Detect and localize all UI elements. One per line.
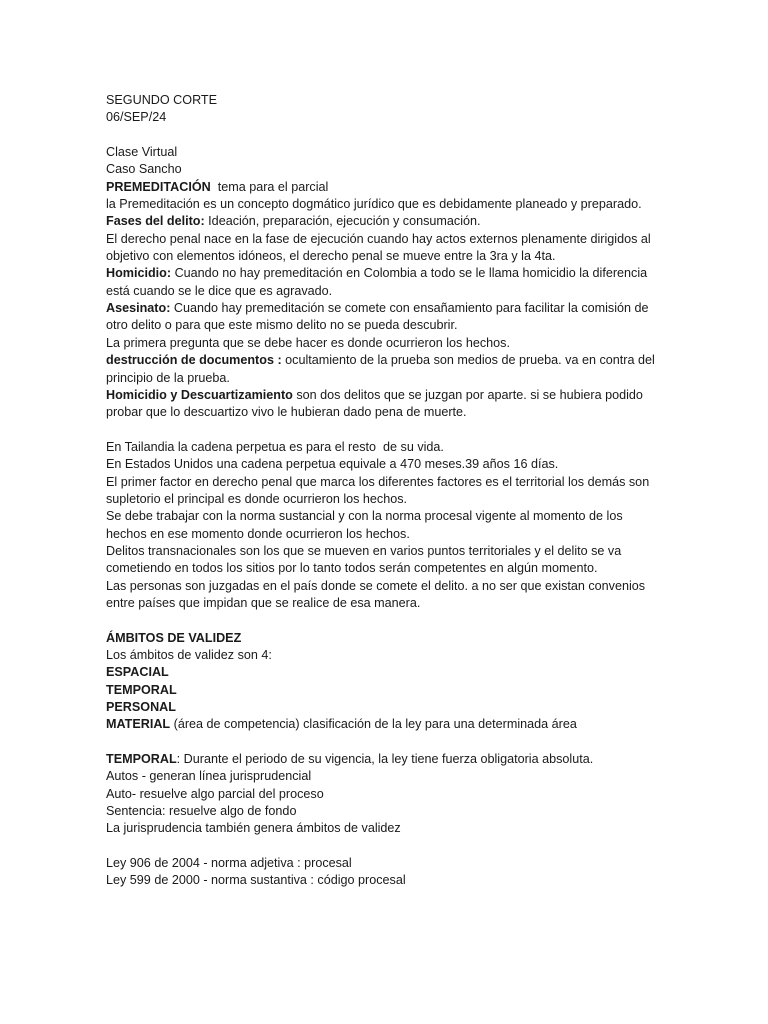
paragraph-line: Auto- resuelve algo parcial del proceso — [106, 786, 324, 801]
paragraph-line: Se debe trabajar con la norma sustancial y con la norma procesal vigente al momento de los — [106, 509, 623, 524]
asesinato-line — [106, 300, 666, 317]
spacer — [106, 127, 666, 144]
paragraph-line: está cuando se le dice que es agravado. — [106, 283, 333, 298]
paragraph-line: supletorio el principal es donde ocurrieron los hechos. — [106, 491, 408, 506]
ambito-espacial: ESPACIAL — [106, 665, 169, 680]
document-title: SEGUNDO CORTE — [106, 93, 218, 107]
paragraph-line: Ley 599 de 2000 - norma sustantiva : código procesal — [106, 873, 406, 888]
ambitos-intro: Los ámbitos de validez son 4: — [106, 648, 272, 662]
ambitos-heading-text: ÁMBITOS DE VALIDEZ — [106, 630, 242, 645]
asesinato-label: Asesinato: — [106, 301, 171, 316]
destruccion-text: ocultamiento de la prueba son medios de prueba. va en contra del — [281, 353, 655, 368]
paragraph-line: Autos - generan línea jurisprudencial — [106, 769, 312, 784]
paragraph-line: Sentencia: resuelve algo de fondo — [106, 804, 297, 819]
paragraph-line: Las personas son juzgadas en el país donde se comete el delito. a no ser que existan convenios — [106, 578, 646, 593]
premeditacion-label: PREMEDITACIÓN — [106, 179, 211, 194]
paragraph-line: objetivo con elementos idóneos, el derecho penal se mueve entre la 3ra y la 4ta. — [106, 249, 556, 264]
homicidio-line — [106, 265, 666, 282]
temporal-label: TEMPORAL — [106, 752, 177, 767]
paragraph-line: principio de la prueba. — [106, 370, 230, 385]
homicidio-descuartizamiento-text: son dos delitos que se juzgan por aparte. si se hubiera podido — [292, 387, 643, 402]
fases-line — [106, 213, 666, 230]
asesinato-text: Cuando hay premeditación se comete con ensañamiento para facilitar la comisión de — [170, 301, 649, 316]
paragraph-line: La primera pregunta que se debe hacer es donde ocurrieron los hechos. — [106, 335, 510, 350]
premeditacion-definition: la Premeditación es un concepto dogmático jurídico que es debidamente planeado y preparado. — [106, 197, 642, 212]
intro-line: Clase Virtual — [106, 145, 178, 160]
destruccion-label: destrucción de documentos : — [106, 353, 282, 368]
paragraph-line: hechos en ese momento donde ocurrieron los hechos. — [106, 526, 410, 541]
destruccion-line — [106, 352, 666, 369]
ambito-item — [106, 699, 666, 716]
paragraph-line: otro delito o para que este mismo delito no se pueda descubrir. — [106, 318, 458, 333]
ambito-material: MATERIAL — [106, 717, 171, 732]
homicidio-label: Homicidio: — [106, 266, 172, 281]
spacer — [106, 734, 666, 751]
paragraph-line: La jurisprudencia también genera ámbitos de validez — [106, 821, 401, 836]
homicidio-descuartizamiento-line — [106, 387, 666, 404]
paragraph-line: El primer factor en derecho penal que marca los diferentes factores es el territorial los demás son — [106, 474, 650, 489]
temporal-text: : Durante el periodo de su vigencia, la ley tiene fuerza obligatoria absoluta. — [176, 752, 594, 767]
paragraph-line: entre países que impidan que se realice de esa manera. — [106, 595, 421, 610]
document-date: 06/SEP/24 — [106, 110, 167, 125]
ambito-personal: PERSONAL — [106, 700, 176, 715]
premeditacion-text: tema para el parcial — [210, 179, 329, 194]
ambito-temporal: TEMPORAL — [106, 682, 177, 697]
ambito-item — [106, 682, 666, 699]
document-body — [106, 92, 666, 890]
ambito-item — [106, 664, 666, 681]
homicidio-descuartizamiento-label: Homicidio y Descuartizamiento — [106, 387, 293, 402]
temporal-line — [106, 751, 666, 768]
fases-label: Fases del delito: — [106, 214, 205, 229]
paragraph-line: En Tailandia la cadena perpetua es para el resto de su vida. — [106, 439, 444, 454]
intro-line: Caso Sancho — [106, 162, 182, 177]
paragraph-line: cometiendo en todos los sitios por lo tanto todos serán competentes en algún momento. — [106, 561, 598, 576]
premeditacion-line — [106, 179, 666, 196]
ambito-material-text: (área de competencia) clasificación de la ley para una determinada área — [170, 717, 577, 732]
ambitos-heading — [106, 630, 666, 647]
fases-text: Ideación, preparación, ejecución y consumación. — [204, 214, 481, 229]
paragraph-line: Ley 906 de 2004 - norma adjetiva : procesal — [106, 856, 352, 871]
spacer — [106, 612, 666, 629]
paragraph-line: En Estados Unidos una cadena perpetua equivale a 470 meses.39 años 16 días. — [106, 457, 559, 472]
homicidio-text: Cuando no hay premeditación en Colombia a todo se le llama homicidio la diferencia — [171, 266, 648, 281]
ambito-item — [106, 716, 666, 733]
paragraph-line: probar que lo descuartizo vivo le hubieran dado pena de muerte. — [106, 405, 467, 420]
paragraph-line: El derecho penal nace en la fase de ejecución cuando hay actos externos plenamente dirigidos al — [106, 231, 651, 246]
spacer — [106, 838, 666, 855]
spacer — [106, 422, 666, 439]
paragraph-line: Delitos transnacionales son los que se mueven en varios puntos territoriales y el delito se va — [106, 543, 622, 558]
